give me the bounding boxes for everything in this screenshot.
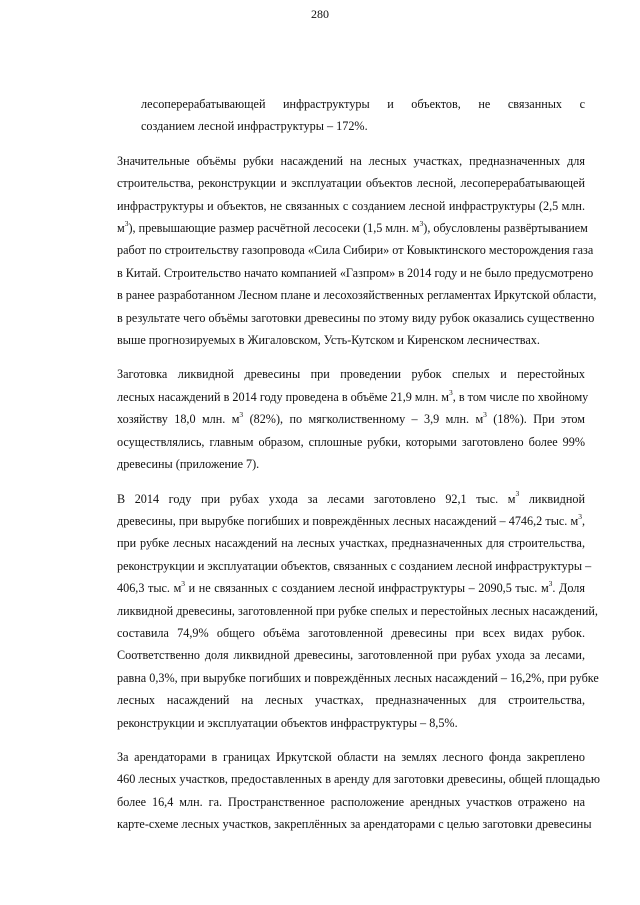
text-line: инфраструктуры и объектов, не связанных с созданием лесной инфраструктуры (2,5 млн. — [117, 198, 585, 213]
text-line: выше прогнозируемых в Жигаловском, Усть-Кутском и Киренском лесничествах. — [117, 333, 540, 348]
text-line: ликвидной древесины, заготовленной при рубке спелых и перестойных лесных насаждений, — [117, 603, 598, 618]
text-line: составила 74,9% общего объёма заготовленной древесины при всех видах рубок. — [117, 625, 585, 640]
text-line: За арендаторами в границах Иркутской области на землях лесного фонда закреплено — [117, 749, 585, 764]
text-line: работ по строительству газопровода «Сила Сибири» от Ковыктинского месторождения газа — [117, 243, 594, 258]
paragraph — [92, 746, 600, 836]
text-line: 460 лесных участков, предоставленных в аренду для заготовки древесины, общей площадью — [117, 772, 600, 787]
text-line: при рубке лесных насаждений на лесных участках, предназначенных для строительства, — [117, 536, 585, 551]
text-line: лесных насаждений на лесных участках, предназначенных для строительства, — [117, 693, 585, 708]
text-line: хозяйству 18,0 млн. $м^3$ (82%), по мягколиственному – 3,9 млн. $м^3$ (18%). При этом — [117, 410, 585, 427]
text-line: Соответственно доля ликвидной древесины, заготовленной при рубах ухода за лесами, — [117, 648, 585, 663]
text-line: реконструкции и эксплуатации объектов инфраструктуры – 8,5%. — [117, 715, 458, 730]
text-line: Заготовка ликвидной древесины при проведении рубок спелых и перестойных — [117, 367, 585, 382]
text-line: лесоперерабатывающей инфраструктуры и объектов, не связанных с — [141, 97, 585, 111]
text-line: в Китай. Строительство начато компанией «Газпром» в 2014 году и не было предусмотрено — [117, 265, 594, 280]
text-line: в результате чего объёмы заготовки древесины по этому виду рубок оказались существенно — [117, 310, 595, 325]
text-line: осуществлялись, главным образом, сплошные рубки, которыми заготовлено более 99% — [117, 434, 585, 449]
document-body — [92, 93, 600, 836]
text-line: лесных насаждений в 2014 году проведена в объёме 21,9 млн. $м^3$, в том числе по хвойному — [117, 387, 589, 404]
text-line: древесины (приложение 7). — [117, 457, 260, 472]
text-line: созданием лесной инфраструктуры – 172%. — [141, 119, 368, 134]
text-line: 406,3 тыс. $м^3$ и не связанных с созданием лесной инфраструктуры – 2090,5 тыс. $м^3$. Доля — [117, 579, 585, 596]
page-number: 280 — [311, 7, 329, 21]
text-line: древесины, при вырубке погибших и повреждённых лесных насаждений – 4746,2 тыс. $м^3$, — [117, 511, 585, 528]
text-line: реконструкции и эксплуатации объектов, связанных с созданием лесной инфраструктуры – — [117, 558, 592, 573]
text-line: $м^3$), превышающие размер расчётной лесосеки (1,5 млн. $м^3$), обусловлены развёртыванием — [117, 218, 588, 236]
text-line: Значительные объёмы рубки насаждений на лесных участках, предназначенных для — [117, 153, 585, 168]
text-line: более 16,4 млн. га. Пространственное расположение арендных участков отражено на — [117, 794, 585, 809]
paragraph — [141, 93, 585, 138]
paragraph — [92, 363, 589, 475]
text-line: В 2014 году при рубах ухода за лесами заготовлено 92,1 тыс. $м^3$ ликвидной — [117, 489, 585, 506]
paragraph — [92, 150, 597, 352]
text-line: равна 0,3%, при вырубке погибших и повреждённых лесных насаждений – 16,2%, при рубке — [117, 670, 599, 685]
text-line: строительства, реконструкции и эксплуатации объектов лесной, лесоперерабатывающей — [117, 176, 585, 191]
text-line: в ранее разработанном Лесном плане и лесохозяйственных регламентах Иркутской области, — [117, 288, 597, 303]
paragraph — [92, 488, 599, 734]
text-line: карте-схеме лесных участков, закреплённых за арендаторами с целью заготовки древесины — [117, 817, 592, 832]
